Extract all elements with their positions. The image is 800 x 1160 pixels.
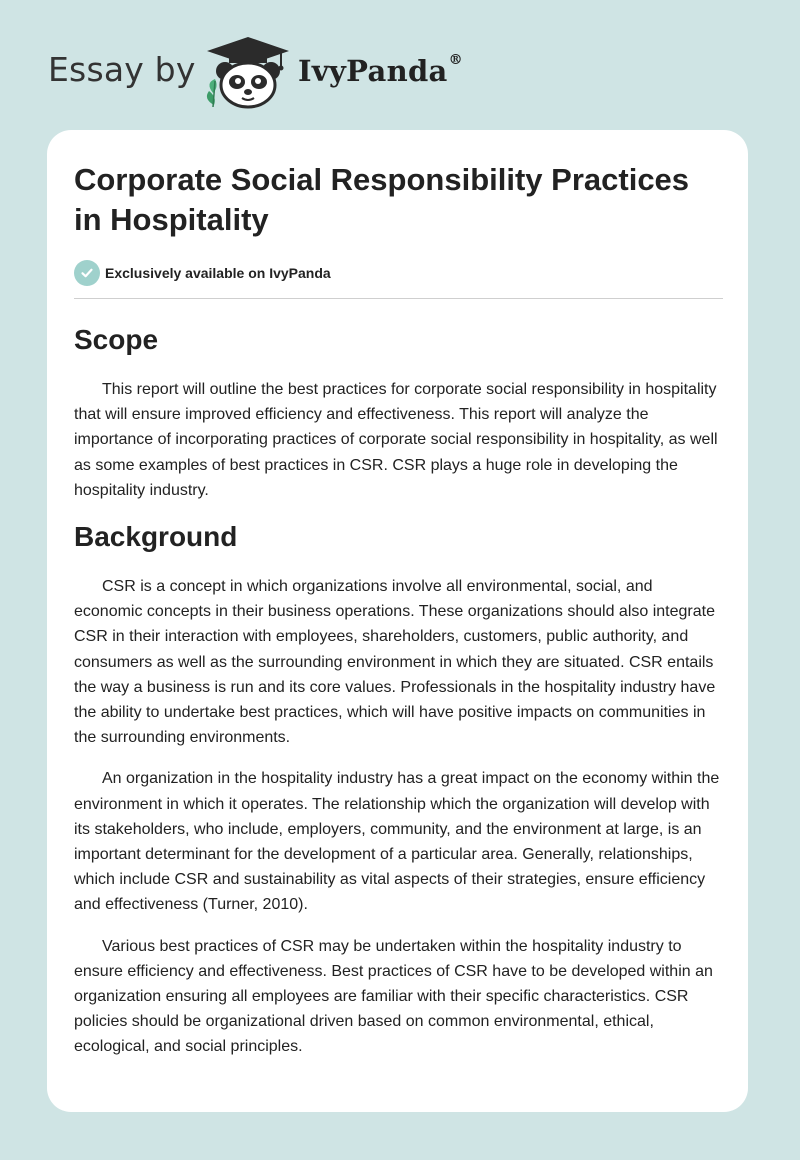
exclusive-badge-text: Exclusively available on IvyPanda bbox=[105, 265, 331, 281]
title-divider bbox=[74, 298, 723, 299]
essay-content bbox=[74, 160, 724, 1060]
paragraph: An organization in the hospitality industry has a great impact on the economy within the environment in which it operates. The relationship which the organization will develop with its stakeholders, who include, employers, community, and the environment at large, is an important determinant for the development of a particular area. Generally, relationships, which include CSR and sustainability as vital aspects of their strategies, ensure efficiency and effectiveness (Turner, 2010). bbox=[74, 770, 720, 914]
paragraph: Various best practices of CSR may be undertaken within the hospitality industry to ensure efficiency and effectiveness. Best practices of CSR have to be developed within an organization ensuring all employees are familiar with their specific characteristics. CSR policies should be organizational driven based on common environmental, ethical, ecological, and social principles. bbox=[74, 937, 713, 1056]
site-header bbox=[0, 0, 800, 130]
paragraph: CSR is a concept in which organizations involve all environmental, social, and economic concepts in their business operations. These organizations should also integrate CSR in their interaction with employees, shareholders, customers, public authority, and consumers as well as the surrounding environment in which they are situated. CSR entails the way a business is run and its core values. Professionals in the hospitality industry have the ability to undertake best practices, which will have positive impacts on communities in the surrounding environments. bbox=[74, 578, 716, 747]
paragraph: This report will outline the best practices for corporate social responsibility in hospitality that will ensure improved efficiency and effectiveness. This report will analyze the importance of incorporating practices of corporate social responsibility in hospitality, as well as some examples of best practices in CSR. CSR plays a huge role in developing the hospitality industry. bbox=[74, 381, 718, 499]
registered-mark: ® bbox=[448, 52, 463, 68]
page-title: Corporate Social Responsibility Practices in Hospitality bbox=[74, 162, 690, 237]
checkmark-icon bbox=[74, 260, 100, 286]
exclusive-badge bbox=[74, 260, 724, 286]
brand-name[interactable] bbox=[298, 54, 463, 88]
essay-by-label: Essay by bbox=[48, 50, 196, 89]
section-heading-scope: Scope bbox=[74, 324, 159, 355]
brand-text: IvyPanda bbox=[298, 54, 448, 88]
essay-card bbox=[47, 130, 748, 1112]
section-heading-background: Background bbox=[74, 521, 238, 553]
panda-logo-icon[interactable] bbox=[203, 35, 293, 110]
